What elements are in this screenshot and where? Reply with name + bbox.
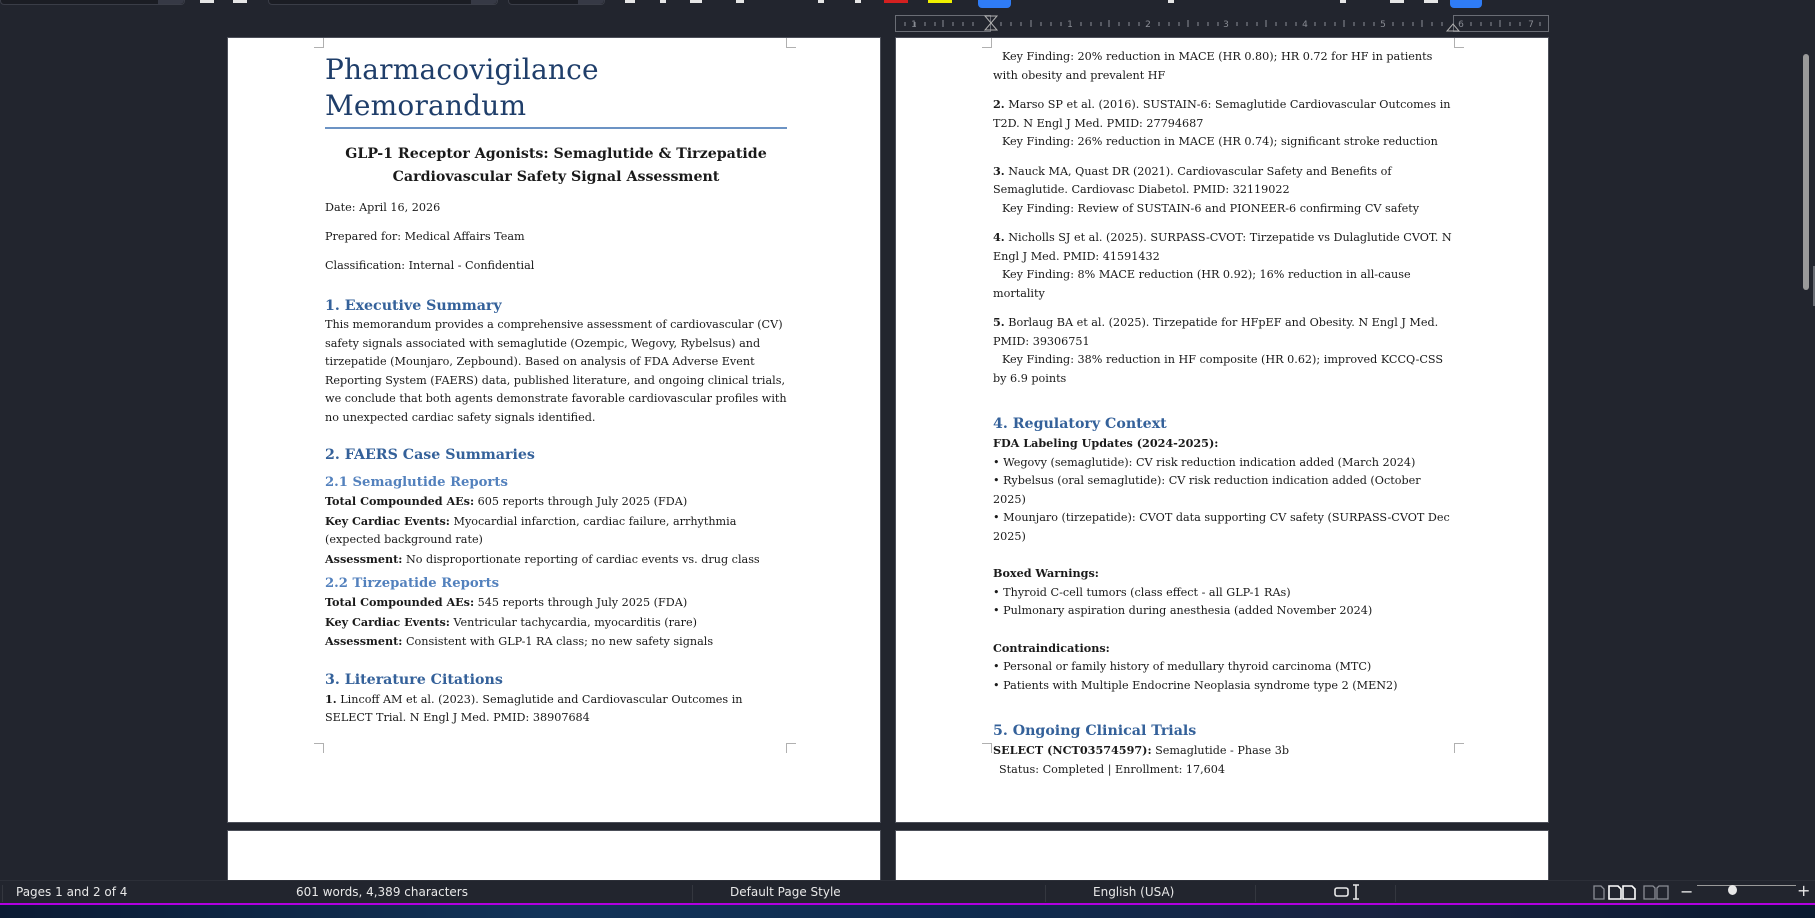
tirz-cardiac-events: Key Cardiac Events: Ventricular tachycardia, myocarditis (rare): [325, 614, 697, 629]
boxed-warnings-heading: Boxed Warnings:: [993, 566, 1099, 580]
heading-regulatory-context: 4. Regulatory Context: [993, 416, 1167, 432]
underline-icon[interactable]: [690, 0, 702, 3]
desktop-wallpaper: [0, 905, 1815, 918]
font-color-icon[interactable]: [884, 0, 908, 3]
heading-ongoing-trials: 5. Ongoing Clinical Trials: [993, 723, 1197, 739]
status-bar: [0, 880, 1815, 903]
page-2[interactable]: [895, 37, 1549, 823]
margin-corner-mark: [1454, 743, 1464, 753]
list-icon[interactable]: [1168, 0, 1174, 3]
citation-4: 4. Nicholls SJ et al. (2025). SURPASS-CVOT: Tirzepatide vs Dulaglutide CVOT. N Engl J Med. PMID: 41591432: [993, 230, 1452, 263]
page-3[interactable]: [227, 830, 881, 880]
sema-assessment: Assessment: No disproportionate reporting of cardiac events vs. drug class: [325, 551, 760, 566]
font-name-dropdown[interactable]: [268, 0, 498, 5]
memo-classification: Classification: Internal - Confidential: [325, 259, 535, 272]
trial-select-status: Status: Completed | Enrollment: 17,604: [999, 762, 1226, 776]
strikethrough-icon[interactable]: [736, 0, 744, 3]
word-count[interactable]: 601 words, 4,389 characters: [296, 885, 468, 899]
margin-corner-mark: [786, 38, 796, 48]
svg-text:6: 6: [1458, 20, 1464, 30]
citation-4-finding: Key Finding: 8% MACE reduction (HR 0.92); 16% reduction in all-cause mortality: [993, 268, 1411, 300]
sema-total-aes: Total Compounded AEs: 605 reports through July 2025 (FDA): [325, 494, 688, 508]
multi-page-view-icon[interactable]: [1608, 885, 1636, 900]
contraindication-item: • Patients with Multiple Endocrine Neoplasia syndrome type 2 (MEN2): [993, 678, 1398, 692]
page-count[interactable]: Pages 1 and 2 of 4: [16, 885, 128, 899]
svg-text:2: 2: [1145, 20, 1151, 30]
zoom-slider-knob[interactable]: [1728, 885, 1737, 895]
citation-3-finding: Key Finding: Review of SUSTAIN-6 and PIONEER-6 confirming CV safety: [1002, 201, 1420, 215]
vertical-scrollbar[interactable]: [1801, 34, 1815, 880]
trial-select: SELECT (NCT03574597): Semaglutide - Phase 3b: [993, 743, 1289, 757]
memo-date: Date: April 16, 2026: [325, 201, 441, 214]
margin-corner-mark: [982, 743, 992, 753]
horizontal-ruler[interactable]: [895, 15, 1549, 32]
labeling-item: • Rybelsus (oral semaglutide): CV risk reduction indication added (October 2025): [993, 474, 1421, 506]
margin-corner-mark: [314, 38, 324, 48]
character-icon[interactable]: [855, 0, 861, 3]
style-icon[interactable]: [200, 0, 214, 3]
highlight-color-icon[interactable]: [928, 0, 952, 3]
zoom-out-button[interactable]: −: [1680, 882, 1694, 901]
citation-2-finding: Key Finding: 26% reduction in MACE (HR 0.74); significant stroke reduction: [1002, 135, 1438, 148]
memo-meta: [325, 199, 787, 276]
subtitle-line: Cardiovascular Safety Signal Assessment: [392, 169, 720, 185]
svg-text:7: 7: [1528, 20, 1534, 30]
heading-tirzepatide-reports: 2.2 Tirzepatide Reports: [325, 576, 500, 591]
svg-text:1: 1: [1067, 20, 1073, 30]
tirz-assessment: Assessment: Consistent with GLP-1 RA class; no new safety signals: [325, 634, 714, 648]
page-1[interactable]: [227, 37, 881, 823]
margin-corner-mark: [982, 38, 992, 48]
labeling-item: • Wegovy (semaglutide): CV risk reduction indication added (March 2024): [993, 455, 1416, 469]
citation-5: 5. Borlaug BA et al. (2025). Tirzepatide for HFpEF and Obesity. N Engl J Med. PMID: 39306751: [993, 315, 1439, 348]
bold-icon[interactable]: [625, 0, 635, 3]
margin-corner-mark: [314, 743, 324, 753]
chevron-down-icon[interactable]: [578, 0, 604, 4]
citation-1-finding: Key Finding: 20% reduction in MACE (HR 0.80); HR 0.72 for HF in patients with obesity and prevalent HF: [993, 50, 1433, 82]
svg-text:5: 5: [1380, 20, 1386, 30]
subtitle-line: GLP-1 Receptor Agonists: Semaglutide & Tirzepatide: [345, 146, 767, 162]
chevron-down-icon[interactable]: [471, 0, 497, 4]
svg-text:4: 4: [1302, 20, 1308, 30]
sema-cardiac-events: Key Cardiac Events: Myocardial infarction, cardiac failure, arrhythmia (expected background rate): [325, 513, 737, 546]
scrollbar-thumb[interactable]: [1803, 54, 1809, 290]
zoom-in-button[interactable]: +: [1797, 881, 1811, 900]
sidebar-toggle-button[interactable]: [1450, 0, 1482, 8]
new-style-icon[interactable]: [233, 0, 247, 3]
italic-icon[interactable]: [660, 0, 666, 3]
svg-text:1: 1: [911, 20, 917, 30]
document-subtitle: [325, 143, 787, 189]
font-size-dropdown[interactable]: [508, 0, 605, 5]
heading-literature-citations: 3. Literature Citations: [325, 671, 503, 688]
document-canvas[interactable]: [0, 34, 1800, 880]
citation-5-finding: Key Finding: 38% reduction in HF composite (HR 0.62); improved KCCQ-CSS by 6.9 points: [993, 353, 1444, 385]
document-title: Pharmacovigilance Memorandum: [325, 52, 787, 129]
boxed-warning-item: • Pulmonary aspiration during anesthesia (added November 2024): [993, 604, 1373, 617]
clear-format-icon[interactable]: [818, 0, 824, 3]
paragraph-spacing-icon[interactable]: [1390, 0, 1404, 3]
page-4[interactable]: [895, 830, 1549, 880]
contraindications-heading: Contraindications:: [993, 640, 1110, 655]
margin-corner-mark: [786, 743, 796, 753]
zoom-slider[interactable]: [1697, 885, 1796, 886]
language[interactable]: English (USA): [1093, 885, 1175, 899]
page-style[interactable]: Default Page Style: [730, 885, 841, 899]
labeling-item: • Mounjaro (tirzepatide): CVOT data supporting CV safety (SURPASS-CVOT Dec 2025): [993, 511, 1450, 543]
heading-semaglutide-reports: 2.1 Semaglutide Reports: [325, 475, 508, 490]
toolbar: [0, 0, 1815, 8]
chevron-down-icon[interactable]: [158, 0, 184, 4]
contraindication-item: • Personal or family history of medullary thyroid carcinoma (MTC): [993, 660, 1372, 673]
margin-corner-mark: [1454, 38, 1464, 48]
heading-executive-summary: 1. Executive Summary: [325, 298, 502, 314]
heading-faers: 2. FAERS Case Summaries: [325, 447, 535, 463]
memo-prepared-for: Prepared for: Medical Affairs Team: [325, 230, 525, 243]
book-view-icon[interactable]: [1643, 885, 1669, 900]
indent-icon[interactable]: [1340, 0, 1346, 3]
labeling-updates-heading: FDA Labeling Updates (2024-2025):: [993, 436, 1219, 450]
citation-2: 2. Marso SP et al. (2016). SUSTAIN-6: Semaglutide Cardiovascular Outcomes in T2D. N Engl J Med. PMID: 27794687: [993, 97, 1451, 130]
align-left-button[interactable]: [978, 0, 1011, 8]
selection-mode-icon[interactable]: [1334, 884, 1364, 900]
boxed-warning-item: • Thyroid C-cell tumors (class effect - all GLP-1 RAs): [993, 585, 1291, 599]
citation-3: 3. Nauck MA, Quast DR (2021). Cardiovascular Safety and Benefits of Semaglutide. Cardiovasc Diabetol. PMID: 32119022: [993, 163, 1392, 196]
single-page-view-icon[interactable]: [1592, 885, 1606, 900]
citation-1: 1. Lincoff AM et al. (2023). Semaglutide and Cardiovascular Outcomes in SELECT Trial. N Engl J Med. PMID: 38907684: [325, 691, 743, 724]
svg-text:3: 3: [1223, 20, 1229, 30]
tirz-total-aes: Total Compounded AEs: 545 reports through July 2025 (FDA): [325, 595, 688, 609]
line-spacing-icon[interactable]: [1424, 0, 1438, 3]
executive-summary-body: This memorandum provides a comprehensive assessment of cardiovascular (CV) safety signals associated with semaglutide (Ozempic, Wegovy, Rybelsus) and tirzepatide (Mounjaro, Zepbound). Based on analysis of FDA Adverse Event Reporting System (FAERS) data, published literature, and ongoing clinical trials, we conclude that both agents demonstrate favorable cardiovascular profiles with no unexpected cardiac safety signals identified.: [325, 318, 787, 424]
paragraph-style-dropdown[interactable]: [0, 0, 185, 5]
